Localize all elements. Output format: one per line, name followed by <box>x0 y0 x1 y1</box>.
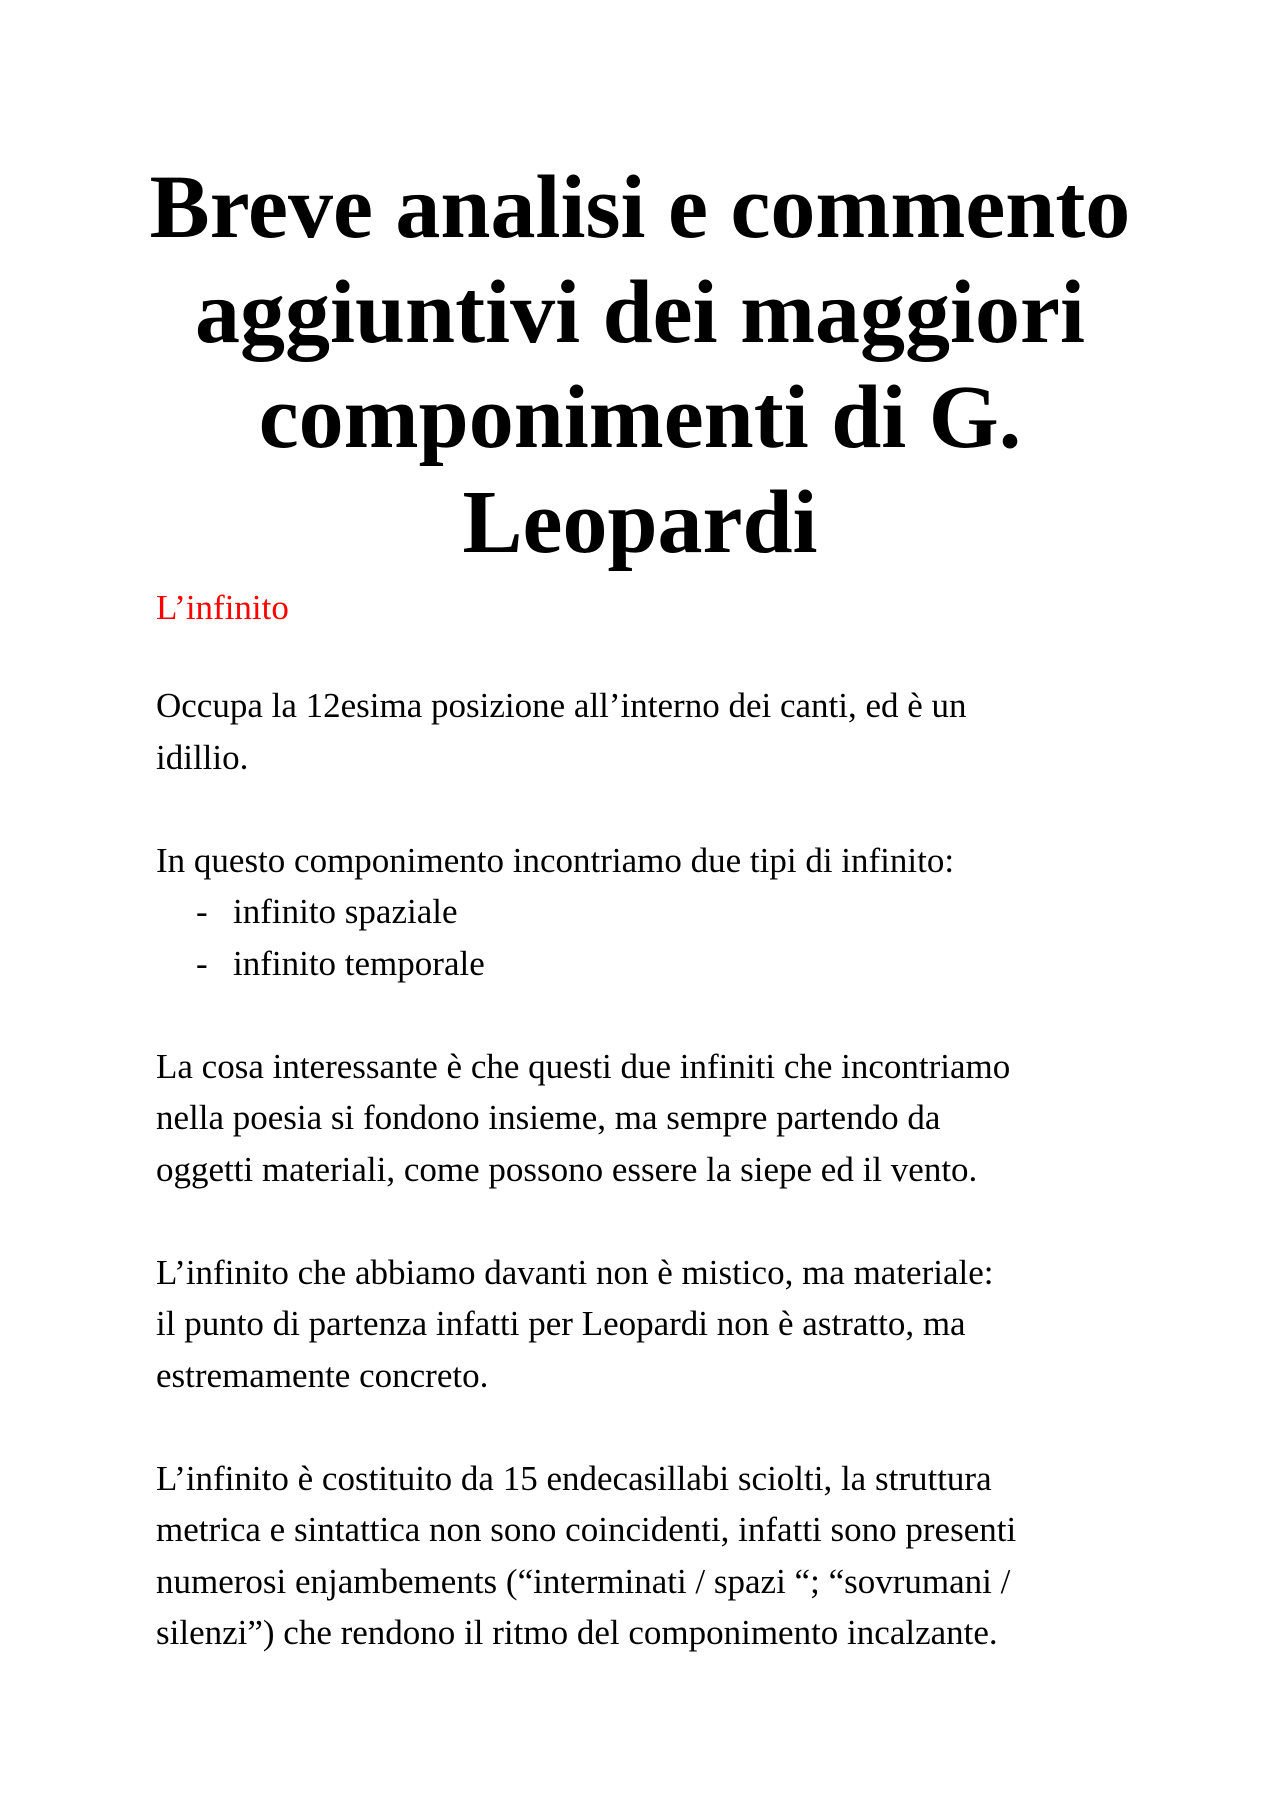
text-line: L’infinito è costituito da 15 endecasillabi sciolti, la struttura <box>156 1458 992 1498</box>
paragraph <box>156 1453 1176 1659</box>
paragraph <box>156 835 1176 990</box>
text-line: oggetti materiali, come possono essere la siepe ed il vento. <box>156 1149 978 1189</box>
document-title <box>0 155 1280 575</box>
text-line: Occupa la 12esima posizione all’interno dei canti, ed è un <box>156 686 967 725</box>
paragraph <box>156 680 1176 783</box>
section-heading: L’infinito <box>156 588 289 627</box>
title-line: Leopardi <box>462 473 818 572</box>
text-line: metrica e sintattica non sono coincidenti, infatti sono presenti <box>156 1510 1017 1549</box>
text-line: il punto di partenza infatti per Leopardi non è astratto, ma <box>156 1304 966 1343</box>
text-line: idillio. <box>156 737 249 777</box>
list-bullet: - <box>196 943 208 983</box>
title-line: componimenti di G. <box>258 368 1022 467</box>
list-bullet: - <box>196 892 208 931</box>
text-line: silenzi”) che rendono il ritmo del componimento incalzante. <box>156 1613 998 1652</box>
list-item <box>156 938 1176 990</box>
list-item-text: infinito spaziale <box>233 892 458 931</box>
paragraph <box>156 1247 1176 1402</box>
text-line: L’infinito che abbiamo davanti non è mistico, ma materiale: <box>156 1252 994 1292</box>
text-line: numerosi enjambements (“interminati / spazi “; “sovrumani / <box>156 1561 1011 1601</box>
text-line: estremamente concreto. <box>156 1355 489 1395</box>
title-line: Breve analisi e commento <box>149 158 1131 257</box>
paragraph <box>156 1041 1176 1196</box>
document-body <box>156 680 1176 1710</box>
title-line: aggiuntivi dei maggiori <box>194 263 1086 362</box>
list-item-text: infinito temporale <box>233 943 485 983</box>
text-line: In questo componimento incontriamo due tipi di infinito: <box>156 840 955 880</box>
text-line: nella poesia si fondono insieme, ma sempre partendo da <box>156 1098 941 1137</box>
list-item <box>156 886 1176 938</box>
text-line: La cosa interessante è che questi due infiniti che incontriamo <box>156 1046 1011 1086</box>
